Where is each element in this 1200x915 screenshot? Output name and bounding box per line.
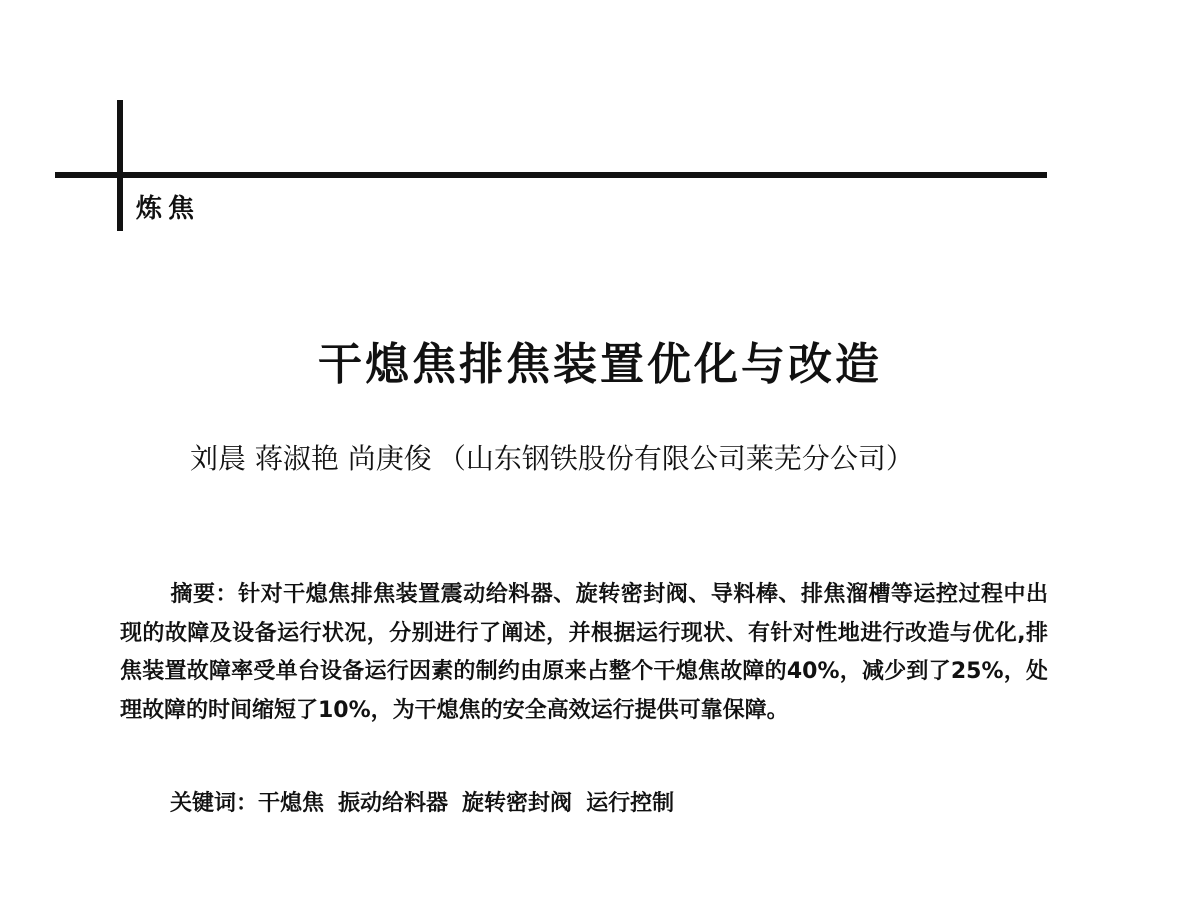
header-horizontal-rule bbox=[55, 172, 1047, 178]
keyword-item: 旋转密封阀 bbox=[462, 791, 573, 816]
article-title: 干熄焦排焦装置优化与改造 bbox=[318, 339, 882, 390]
keyword-item: 振动给料器 bbox=[338, 791, 449, 816]
keywords-label: 关键词： bbox=[170, 791, 259, 816]
author-affiliation: （山东钢铁股份有限公司莱芜分公司） bbox=[437, 442, 914, 475]
abstract-text: 针对干熄焦排焦装置震动给料器、旋转密封阀、导料棒、排焦溜槽等运控过程中出现的故障及设备运行状况，分别进行了阐述，并根据运行现状、有针对性地进行改造与优化,排焦装置故障率受单台设备运行因素的制约由原来占整个干熄焦故障的40%，减少到了25%，处理故障的时间缩短了10%，为干熄焦的安全高效运行提供可靠保障。 bbox=[120, 582, 1048, 723]
abstract-label: 摘要： bbox=[170, 582, 239, 607]
header-vertical-rule bbox=[117, 100, 123, 231]
author-names: 刘晨 蒋淑艳 尚庚俊 bbox=[190, 442, 432, 475]
keyword-item: 干熄焦 bbox=[258, 791, 325, 816]
author-line bbox=[190, 437, 1050, 477]
keyword-item: 运行控制 bbox=[586, 791, 675, 816]
abstract-paragraph bbox=[120, 576, 1048, 730]
keywords-line bbox=[170, 786, 688, 817]
section-label: 炼焦 bbox=[136, 194, 201, 224]
